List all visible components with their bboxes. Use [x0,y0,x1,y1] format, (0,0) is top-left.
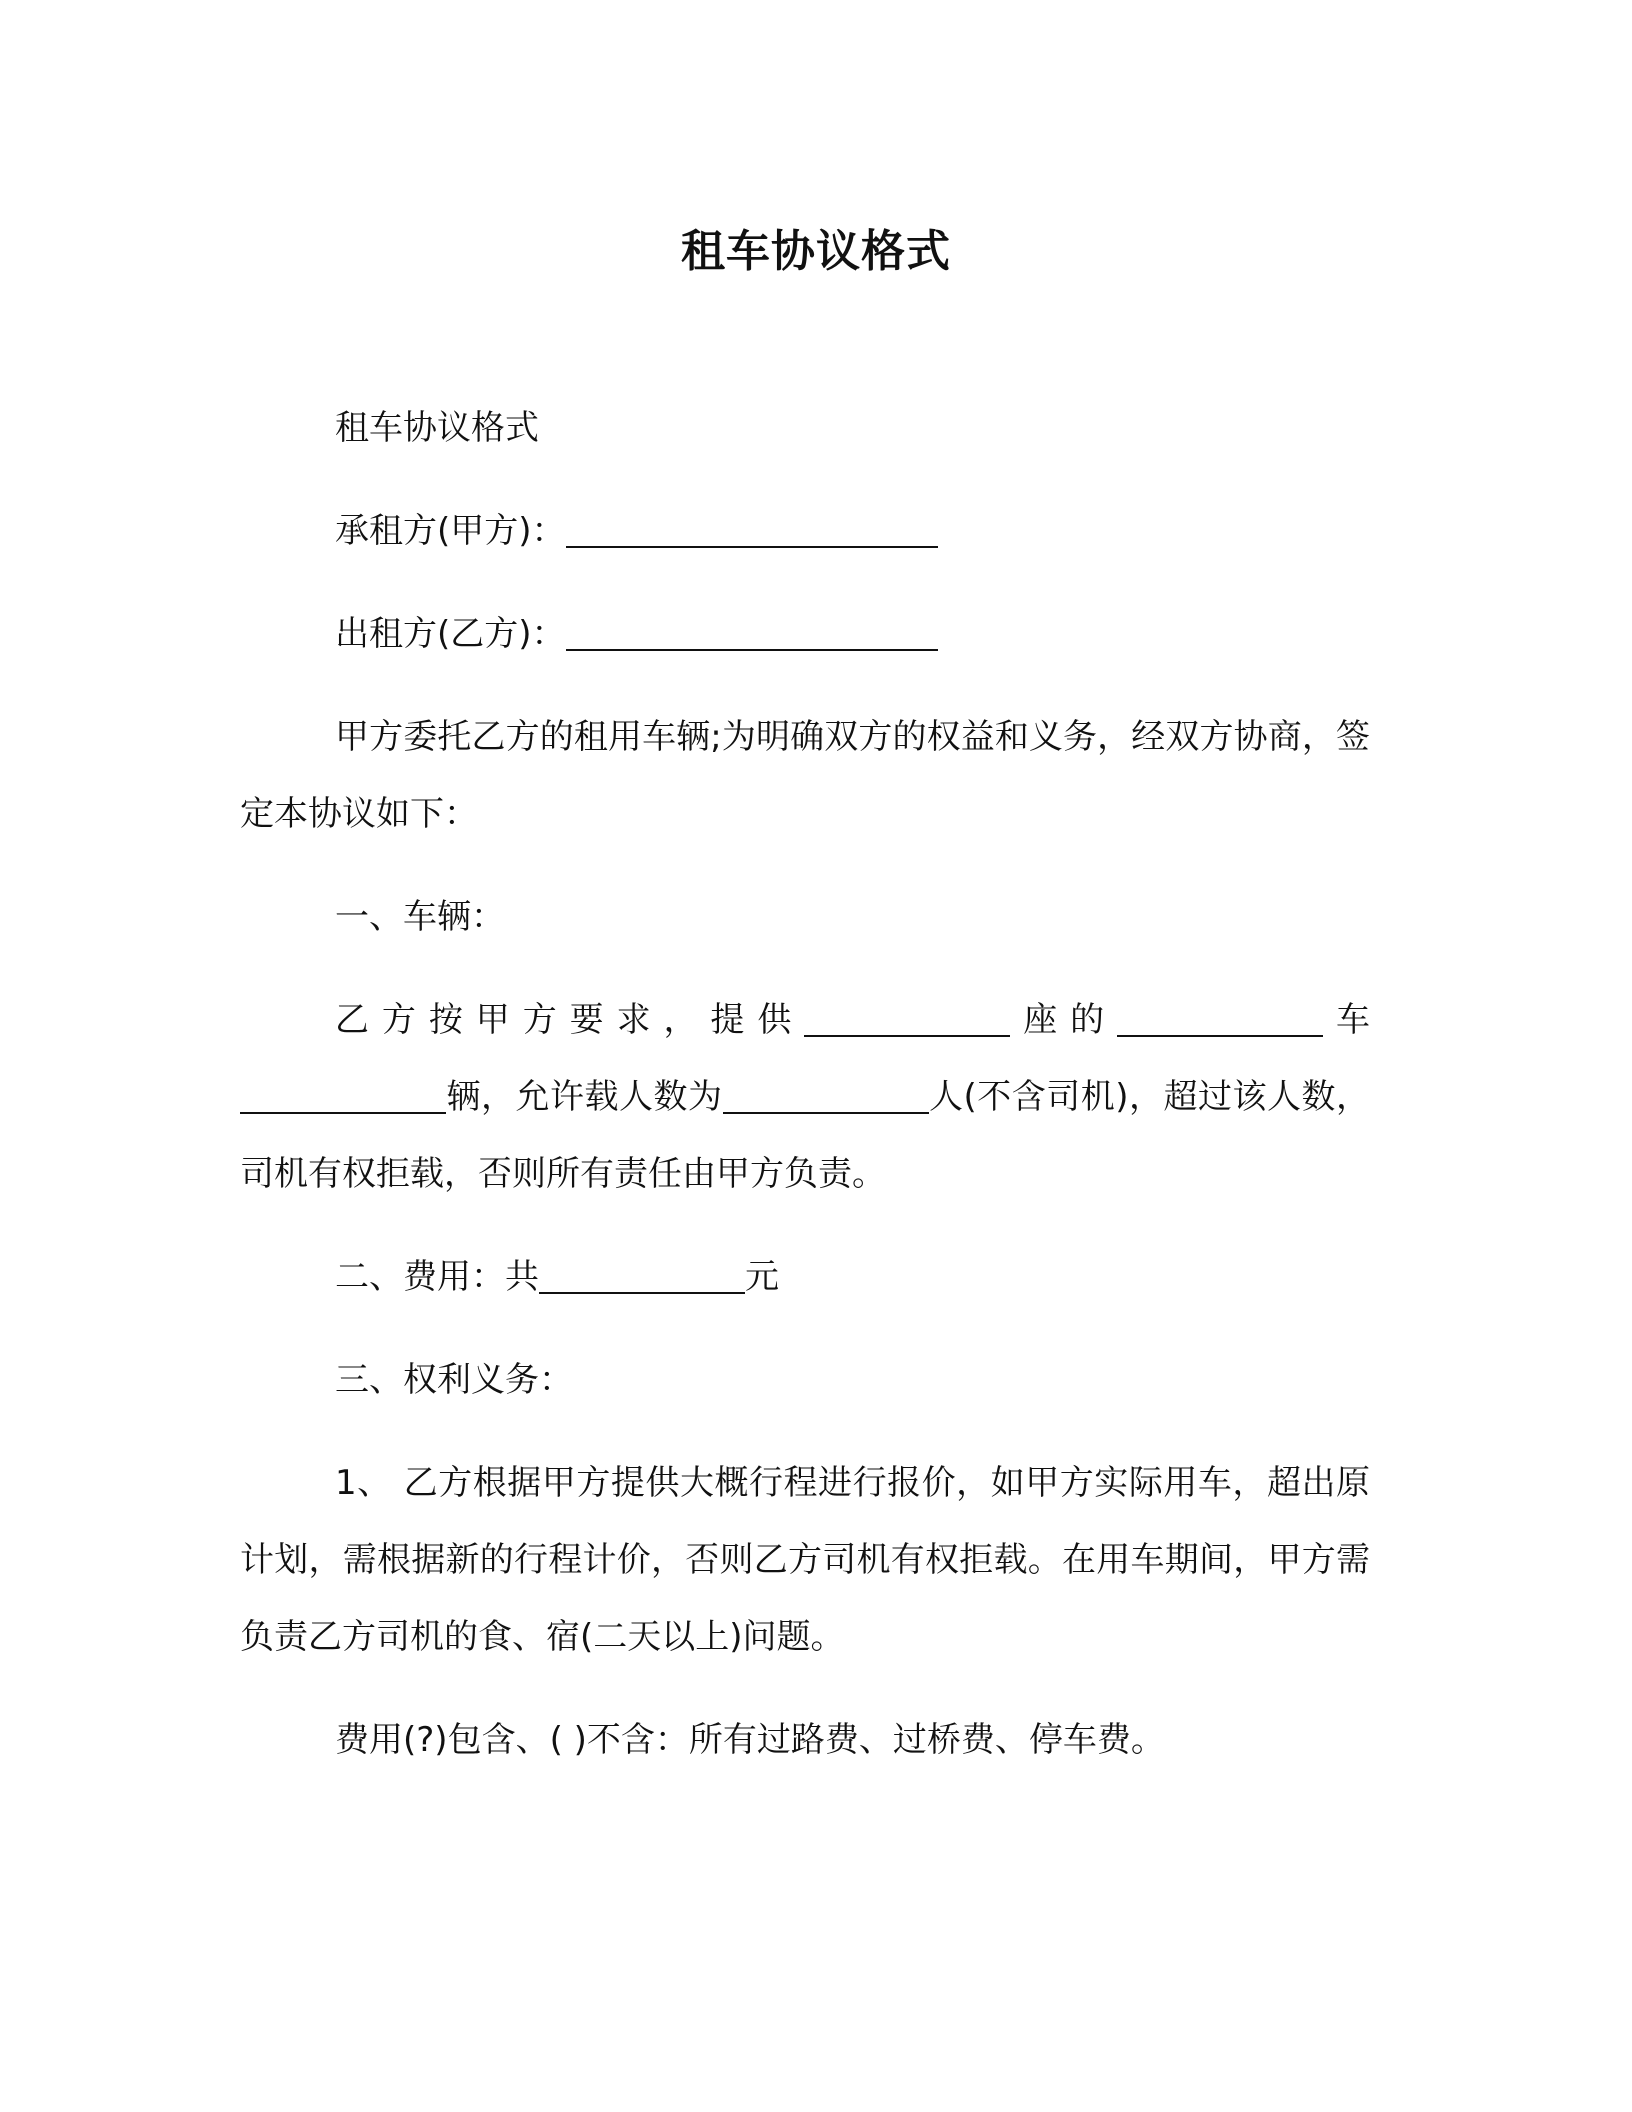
intro-paragraph [240,699,1370,853]
document-body [240,390,1370,1779]
subtitle-paragraph [240,390,1370,467]
fees-paragraph [240,1702,1370,1779]
vehicle-count-blank [240,1078,446,1114]
section3-item1-text: 乙方根据甲方提供大概行程进行报价，如甲方实际用车，超出原计划，需根据新的行程计价，否则乙方司机有权拒载。在用车期间，甲方需负责乙方司机的食、宿(二天以上)问题。 [240,1463,1371,1657]
section1-text-a: 乙方按甲方要求，提供 [335,1000,805,1040]
section3-heading-paragraph [240,1342,1370,1419]
section3-heading: 三、权利义务： [335,1360,573,1400]
document-title: 租车协议格式 [681,226,951,277]
fees-text: 费用(?)包含、( )不含：所有过路费、过桥费、停车费。 [335,1720,1165,1760]
vehicle-type-blank [1117,1001,1323,1037]
section3-item1-number: 1、 [335,1463,392,1503]
passenger-count-blank [723,1078,929,1114]
section2-unit: 元 [745,1257,779,1297]
section1-paragraph [240,982,1370,1213]
lessor-line [240,596,1370,673]
section1-text-e: 人(不含司机)，超过该人数，司机有权拒载，否则所有责任由甲方负责。 [240,1077,1371,1194]
section1-heading-paragraph [240,879,1370,956]
lessee-line [240,493,1370,570]
fee-amount-blank [539,1258,745,1294]
subtitle-text: 租车协议格式 [335,408,539,448]
section1-text-b: 座的 [1010,1000,1118,1040]
lessee-label: 承租方(甲方)： [335,511,566,551]
section2-heading: 二、费用：共 [335,1257,539,1297]
section1-text-d: 辆，允许载人数为 [446,1077,723,1117]
intro-text: 甲方委托乙方的租用车辆;为明确双方的权益和义务，经双方协商，签定本协议如下： [240,717,1370,834]
lessor-label: 出租方(乙方)： [335,614,566,654]
section2-paragraph [240,1239,1370,1316]
section3-item1-paragraph [240,1445,1370,1676]
lessee-blank [566,512,938,548]
section1-heading: 一、车辆： [335,897,505,937]
section1-text-c: 车 [1323,1000,1371,1040]
seats-blank [804,1001,1010,1037]
lessor-blank [566,615,938,651]
